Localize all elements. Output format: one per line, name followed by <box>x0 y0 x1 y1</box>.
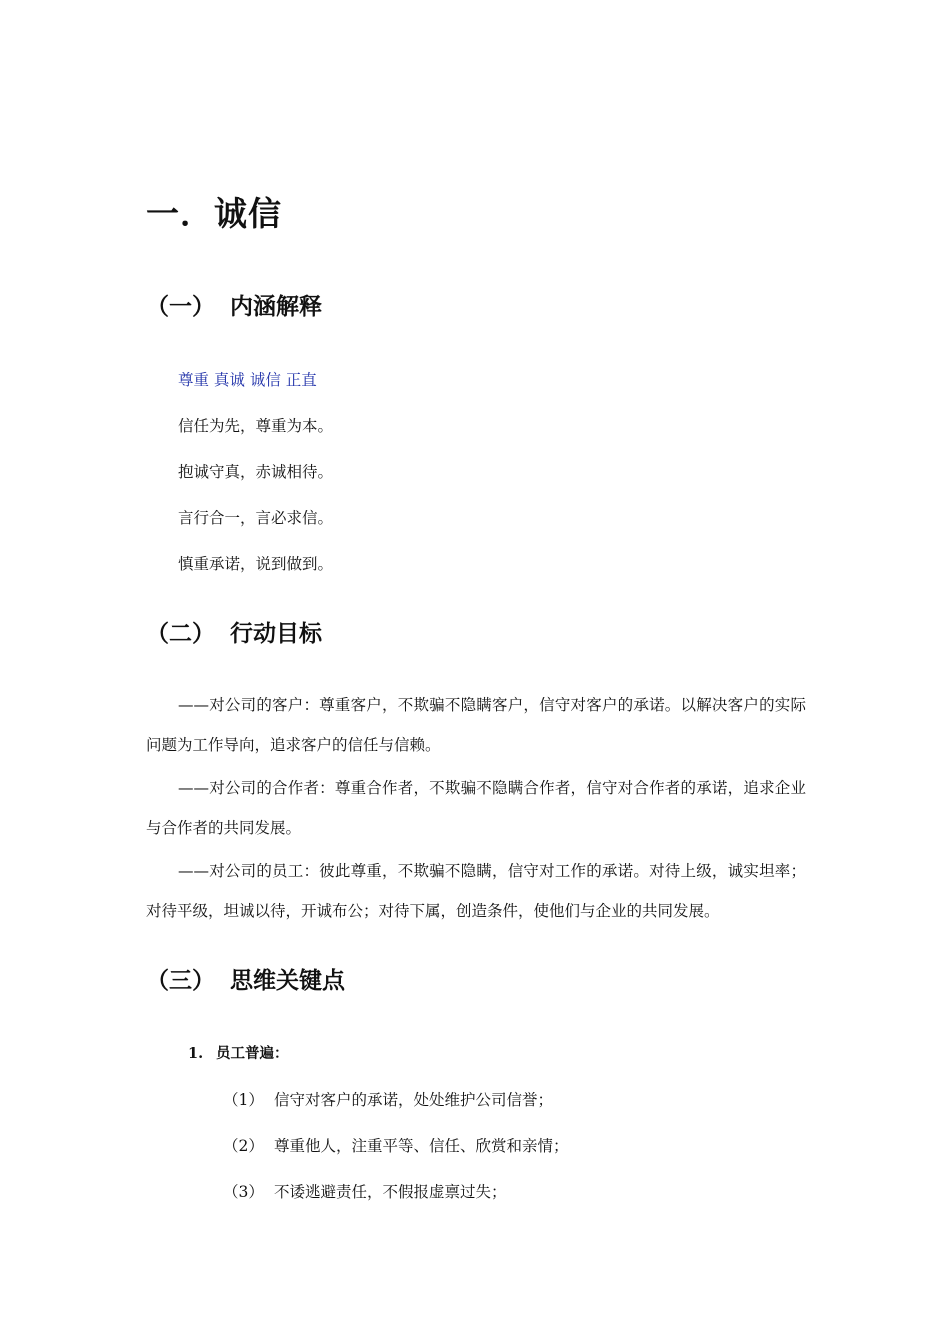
section-number: （一） <box>146 294 215 320</box>
list-item-text: 信守对客户的承诺，处处维护公司信誉； <box>274 1091 554 1109</box>
list-item-text: 不诿逃避责任，不假报虚禀过失； <box>274 1183 507 1201</box>
section-title: 思维关键点 <box>230 968 345 994</box>
list-item-number: （1） <box>223 1091 264 1109</box>
subsection-heading <box>188 1042 289 1063</box>
principle-line: 言行合一，言必求信。 <box>178 509 334 527</box>
principle-line: 慎重承诺，说到做到。 <box>178 555 334 573</box>
section-heading-2 <box>146 615 322 648</box>
section-number: （三） <box>146 968 215 994</box>
section-number: （二） <box>146 621 215 647</box>
principle-line: 抱诚守真，赤诚相待。 <box>178 463 334 481</box>
chapter-title: 一．诚信 <box>146 194 282 233</box>
section-title: 内涵解释 <box>230 294 322 320</box>
list-item <box>223 1134 569 1156</box>
keywords-line: 尊重 真诚 诚信 正直 <box>178 371 317 389</box>
goal-paragraph-customers: ——对公司的客户：尊重客户，不欺骗不隐瞒客户，信守对客户的承诺。以解决客户的实际问题为工作导向，追求客户的信任与信赖。 <box>146 696 806 754</box>
list-item <box>223 1180 507 1202</box>
principle-line: 信任为先，尊重为本。 <box>178 417 334 435</box>
section-title: 行动目标 <box>230 621 322 647</box>
subsection-label: 员工普遍： <box>216 1045 289 1062</box>
goal-paragraph-partners: ——对公司的合作者：尊重合作者，不欺骗不隐瞒合作者，信守对合作者的承诺，追求企业与合作者的共同发展。 <box>146 779 806 837</box>
section-heading-3 <box>146 962 345 995</box>
list-item <box>223 1088 553 1110</box>
subsection-number: 1. <box>188 1045 204 1062</box>
list-item-number: （2） <box>223 1137 264 1155</box>
list-item-text: 尊重他人，注重平等、信任、欣赏和亲情； <box>274 1137 569 1155</box>
section-heading-1 <box>146 288 322 321</box>
goal-paragraph-employees: ——对公司的员工：彼此尊重，不欺骗不隐瞒，信守对工作的承诺。对待上级，诚实坦率；对待平级，坦诚以待，开诚布公；对待下属，创造条件，使他们与企业的共同发展。 <box>146 862 806 920</box>
list-item-number: （3） <box>223 1183 264 1201</box>
